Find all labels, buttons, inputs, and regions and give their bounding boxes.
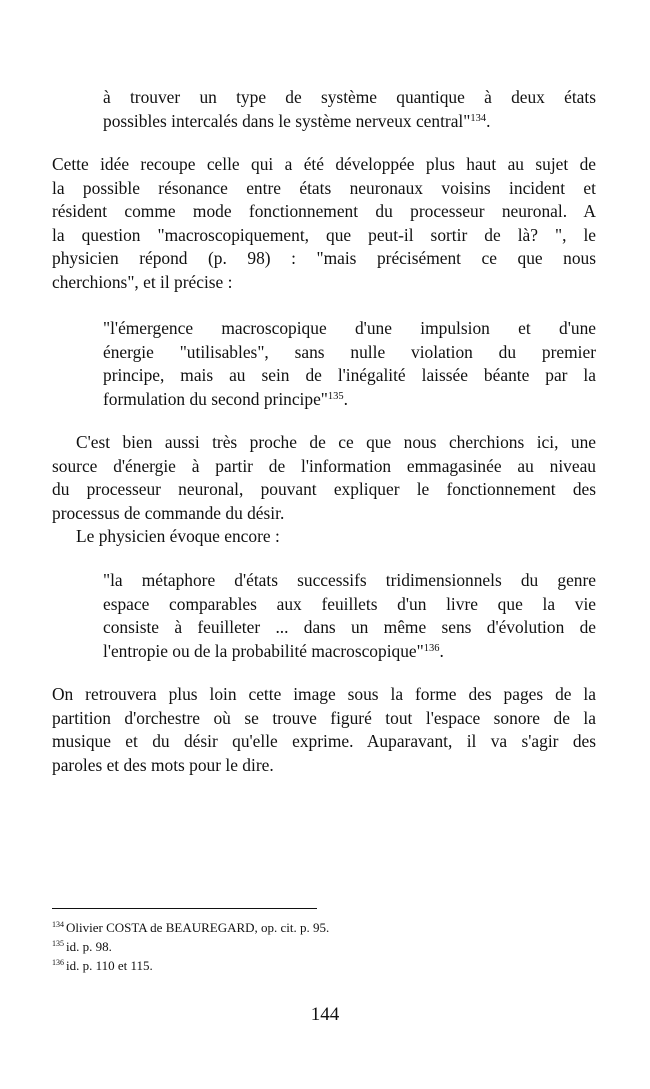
- text-line: du processeur neuronal, pouvant expliquer le fonctionnement des: [52, 479, 596, 499]
- text-line: à trouver un type de système quantique à deux états: [103, 87, 596, 107]
- text-line: C'est bien aussi très proche de ce que nous cherchions ici, une: [76, 432, 596, 452]
- text-line: la question "macroscopiquement, que peut-il sortir de là? ", le: [52, 224, 596, 245]
- text-line: On retrouvera plus loin cette image sous la forme des pages de la: [52, 684, 596, 704]
- quote-block-3: [103, 569, 596, 663]
- text-line: résident comme mode fonctionnement du processeur neuronal. A: [52, 201, 596, 221]
- text-line: "l'émergence macroscopique d'une impulsion et d'une: [103, 318, 596, 338]
- quote-block-1: [103, 86, 596, 133]
- paragraph-2: [52, 431, 596, 549]
- footnote-ref-135[interactable]: 135: [327, 390, 344, 402]
- text-line: source d'énergie à partir de l'information emmagasinée au niveau: [52, 455, 596, 476]
- text-line: Le physicien évoque encore :: [76, 526, 280, 546]
- text-line: possibles intercalés dans le système nerveux central"$^{134}$.: [103, 110, 491, 131]
- paragraph-4: [52, 683, 596, 777]
- text-line: paroles et des mots pour le dire.: [52, 754, 274, 775]
- text-line: "la métaphore d'états successifs tridimensionnels du genre: [103, 570, 596, 590]
- paragraph-1: [52, 153, 596, 294]
- footnote-136: $^{136}$ id. p. 110 et 115.: [52, 958, 153, 973]
- footnote-divider: [52, 908, 317, 909]
- text-line: espace comparables aux feuillets d'un livre que la vie: [103, 593, 596, 614]
- text-line: consiste à feuilleter ... dans un même sens d'évolution de: [103, 617, 596, 637]
- text-line: partition d'orchestre où se trouve figuré tout l'espace sonore de la: [52, 707, 596, 728]
- text-line: Cette idée recoupe celle qui a été développée plus haut au sujet de: [52, 154, 596, 174]
- footnote-134: $^{134}$ Olivier COSTA de BEAUREGARD, op. cit. p. 95.: [52, 920, 330, 935]
- footnote-ref-136[interactable]: 136: [423, 642, 440, 654]
- text-line: musique et du désir qu'elle exprime. Auparavant, il va s'agir des: [52, 731, 596, 751]
- page-number: 144: [310, 1004, 340, 1025]
- text-line: cherchions", et il précise :: [52, 271, 233, 292]
- text-line: processus de commande du désir.: [52, 502, 285, 523]
- footnote-135: $^{135}$ id. p. 98.: [52, 939, 112, 954]
- text-line: formulation du second principe"$^{135}$.: [103, 388, 349, 409]
- text-line: l'entropie ou de la probabilité macroscopique"$^{136}$.: [103, 640, 444, 661]
- text-line: la possible résonance entre états neuronaux voisins incident et: [52, 177, 596, 198]
- text-line: principe, mais au sein de l'inégalité laissée béante par la: [103, 365, 596, 385]
- text-line: physicien répond (p. 98) : "mais précisément ce que nous: [52, 248, 596, 268]
- footnote-ref-134[interactable]: 134: [470, 112, 487, 124]
- text-line: énergie "utilisables", sans nulle violation du premier: [103, 341, 596, 362]
- quote-block-2: [103, 317, 596, 411]
